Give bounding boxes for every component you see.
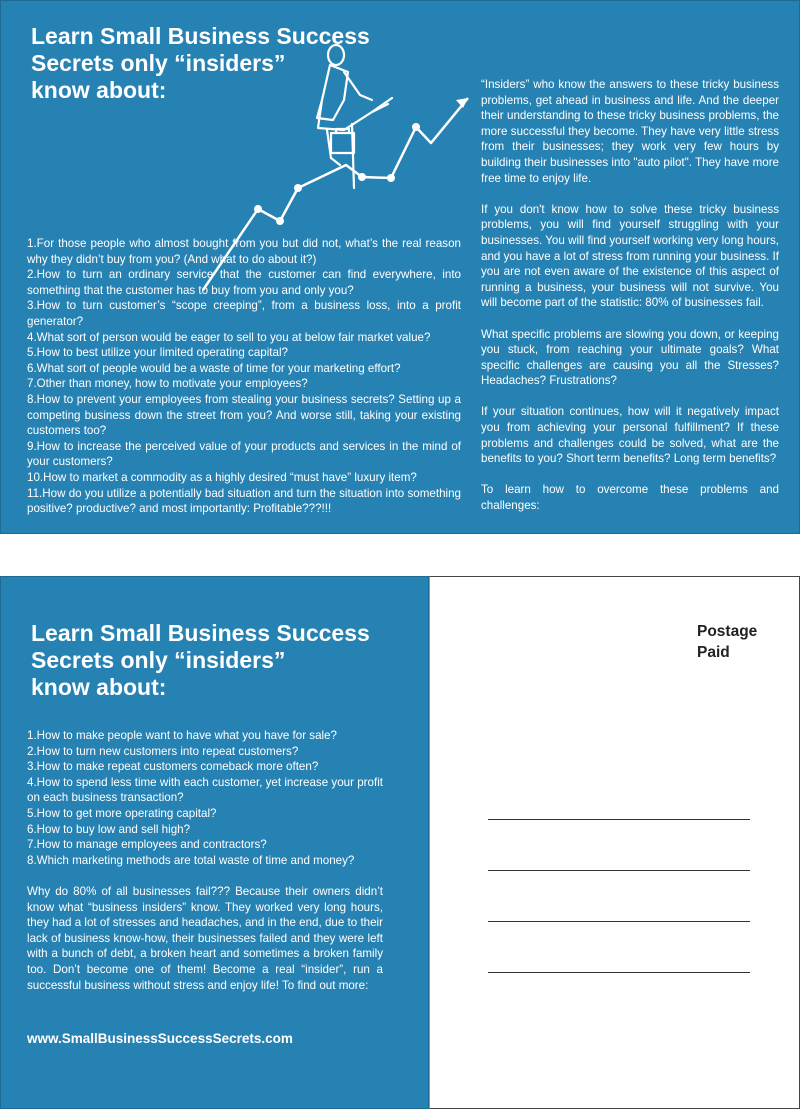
paragraph: To learn how to overcome these problems and challenges: — [481, 483, 779, 513]
list-item: 5.How to best utilize your limited operating capital? — [27, 346, 288, 360]
list-item: 1.How to make people want to have what you have for sale? — [27, 729, 337, 742]
front-question-list — [27, 236, 461, 517]
address-line — [488, 870, 750, 871]
address-line — [488, 972, 750, 973]
paragraph: If your situation continues, how will it negatively impact you from achieving your personal fulfillment? If these problems and challenges could be solved, what are the benefits to you? Short term benefits? Long term benefits? — [481, 405, 779, 466]
address-line — [488, 921, 750, 922]
back-paragraph: Why do 80% of all businesses fail??? Because their owners didn’t know what “business insiders” know. They worked very long hours, they had a lot of stresses and headaches, and in the end, due to their lack of business know-how, their businesses failed and they were left with a bunch of debt, a broken heart and sometimes a broken family too. Don’t become one of them! Become a real “insider”, run a successful business without stress and enjoy life! To find out more: — [27, 884, 383, 992]
list-item: 4.What sort of person would be eager to sell to you at below fair market value? — [27, 330, 431, 344]
website-url: www.SmallBusinessSuccessSecrets.com — [27, 1031, 293, 1046]
list-item: 7.How to manage employees and contractors? — [27, 838, 267, 852]
list-item: 6.What sort of people would be a waste of time for your marketing effort? — [27, 361, 401, 375]
front-headline: Learn Small Business Success Secrets only “insiders” know about: — [31, 23, 370, 103]
list-item: 10.How to market a commodity as a highly desired “must have” luxury item? — [27, 470, 417, 484]
back-question-list — [27, 728, 383, 993]
paragraph: If you don't know how to solve these tricky business problems, you will find yourself struggling with your businesses. You will find yourself working very long hours, and you have a lot of stress from running your business. If you are not even aware of the existence of this aspect of running a business, your business will not survive. You will become part of the statistic: 80% of businesses fail. — [481, 202, 779, 310]
paragraph: What specific problems are slowing you down, or keeping you stuck, from reaching your ultimate goals? What specific challenges are causing you all the Stresses? Headaches? Frustrations? — [481, 327, 779, 388]
list-item: 3.How to make repeat customers comeback more often? — [27, 760, 319, 774]
list-item: 9.How to increase the perceived value of your products and services in the mind of your customers? — [27, 439, 461, 469]
list-item: 8.Which marketing methods are total waste of time and money? — [27, 853, 355, 867]
back-headline: Learn Small Business Success Secrets only “insiders” know about: — [31, 620, 370, 700]
list-item: 2.How to turn new customers into repeat customers? — [27, 744, 299, 758]
list-item: 8.How to prevent your employees from stealing your business secrets? Setting up a competing business down the street from you? And worse still, taking your existing customers too? — [27, 392, 461, 438]
address-line — [488, 819, 750, 820]
front-body-text — [481, 77, 779, 514]
list-item: 4.How to spend less time with each customer, yet increase your profit on each business transaction? — [27, 775, 383, 805]
list-item: 11.How do you utilize a potentially bad situation and turn the situation into something positive? productive? and most importantly: Profitable???!!! — [27, 486, 461, 516]
paragraph: “Insiders” who know the answers to these tricky business problems, get ahead in business and life. And the deeper their understanding to these tricky business problems, the more successful they become. They have very little stress from their businesses; they work very few hours by building their businesses into "auto pilot". They have more free time to enjoy life. — [481, 78, 779, 185]
list-item: 1.For those people who almost bought from you but did not, what’s the real reason why they didn’t buy from you? (And what to do about it?) — [27, 237, 461, 266]
list-item: 2.How to turn an ordinary service that the customer can find everywhere, into something that the customer has to buy from you and only you? — [27, 268, 461, 297]
list-item: 5.How to get more operating capital? — [27, 806, 217, 820]
list-item: 7.Other than money, how to motivate your employees? — [27, 377, 308, 391]
postage-paid-label: Postage Paid — [697, 623, 758, 661]
list-item: 6.How to buy low and sell high? — [27, 822, 191, 836]
list-item: 3.How to turn customer’s “scope creeping”, from a business loss, into a profit generator? — [27, 299, 461, 328]
